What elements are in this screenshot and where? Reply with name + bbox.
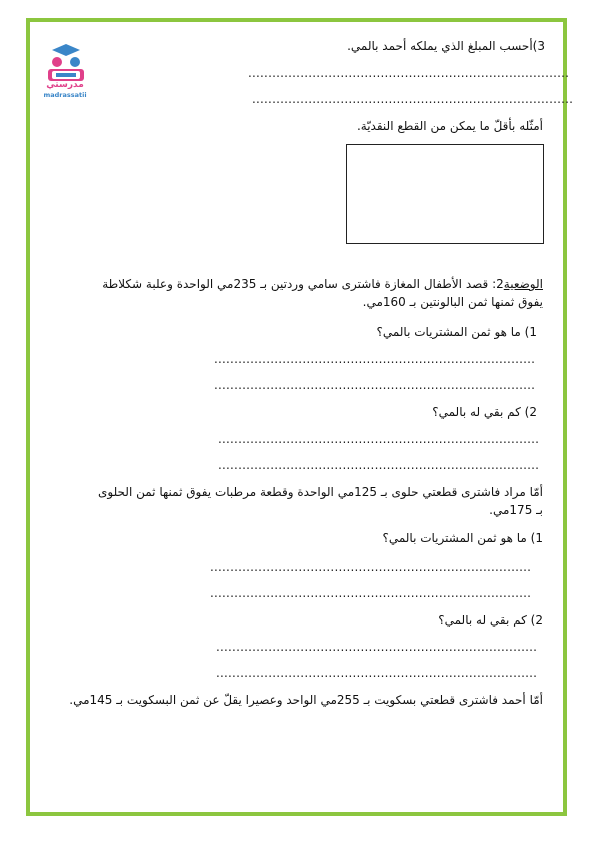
logo-latin-name: madrassatii bbox=[43, 91, 87, 99]
situation-2-line-2: يفوق ثمنها ثمن البالونتين بـ 160مي. bbox=[362, 295, 543, 309]
answer-line: ................................................................................ bbox=[216, 640, 538, 654]
murad-line-2: بـ 175مي. bbox=[489, 503, 543, 517]
situation-2-question-2: 2) كم بقي له بالمي؟ bbox=[432, 405, 537, 419]
answer-line: ................................................................................ bbox=[252, 92, 574, 106]
situation-number: 2 bbox=[496, 277, 504, 291]
situation-2-line-1 bbox=[102, 276, 543, 292]
question-3: 3)أحسب المبلغ الذي يملكه أحمد بالمي. bbox=[347, 39, 545, 53]
answer-line: ................................................................................ bbox=[218, 458, 540, 472]
answer-line: ................................................................................ bbox=[218, 432, 540, 446]
answer-line: ................................................................................ bbox=[248, 66, 570, 80]
answer-line: ................................................................................ bbox=[210, 586, 532, 600]
represent-coins-instruction: أمثّله بأقلّ ما يمكن من القطع النقديّة. bbox=[356, 119, 543, 133]
situation-label: الوضعية bbox=[503, 277, 543, 291]
answer-line: ................................................................................ bbox=[214, 378, 536, 392]
answer-line: ................................................................................ bbox=[216, 666, 538, 680]
logo-arabic-name: مدرستي bbox=[46, 80, 84, 90]
answer-line: ................................................................................ bbox=[214, 352, 536, 366]
situation-2-text: : قصد الأطفال المغازة فاشترى سامي وردتين بـ 235مي الواحدة وعلبة شكلاطة bbox=[102, 277, 497, 291]
coins-drawing-box bbox=[346, 144, 544, 244]
answer-line: ................................................................................ bbox=[210, 560, 532, 574]
ahmed-line-1: أمّا أحمد فاشترى قطعتي بسكويت بـ 255مي الواحد وعصيرا يقلّ عن ثمن البسكويت بـ 145مي. bbox=[69, 693, 543, 707]
murad-question-2: 2) كم بقي له بالمي؟ bbox=[438, 613, 543, 627]
murad-question-1: 1) ما هو ثمن المشتريات بالمي؟ bbox=[382, 531, 543, 545]
murad-line-1: أمّا مراد فاشترى قطعتي حلوى بـ 125مي الواحدة وقطعة مرطبات يفوق ثمنها ثمن الحلوى bbox=[97, 485, 543, 499]
situation-2-question-1: 1) ما هو ثمن المشتريات بالمي؟ bbox=[376, 325, 537, 339]
